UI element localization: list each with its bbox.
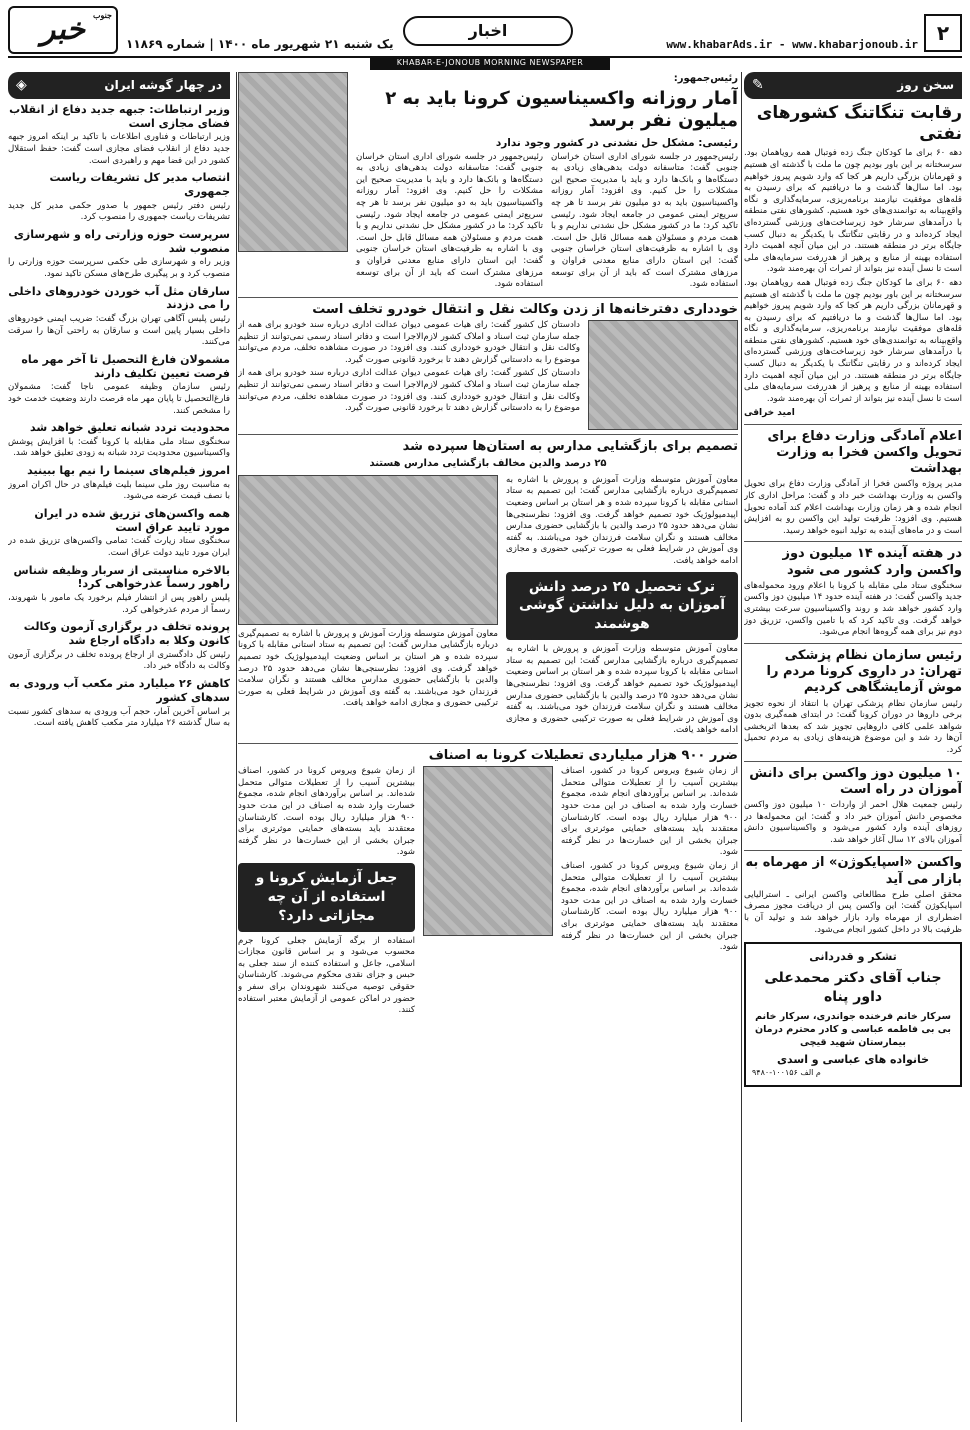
news-body: رئیس دفتر رئیس جمهور با صدور حکمی مدیر کل جدید تشریفات ریاست جمهوری را منصوب کرد. [8,200,230,223]
news-body: رئیس جمعیت هلال احمر از واردات ۱۰ میلیون دوز واکسن مخصوص دانش آموزان خبر داد و گفت: این محموله‌ها در روزهای آینده وارد کشور می‌شود و واکسیناسیون دانش آموزان بالای ۱۲ سال آغاز خواهد شد. [744,800,962,845]
divider [238,297,738,298]
news-body: پلیس راهور پس از انتشار فیلم برخورد یک مامور با شهروند، رسماً از مردم عذرخواهی کرد. [8,593,230,615]
divider [744,643,962,644]
schools-body: معاون آموزش متوسطه وزارت آموزش و پرورش با اشاره به تصمیم‌گیری درباره بازگشایی مدارس گفت: این تصمیم به ستاد استانی مقابله با کرونا سپرده شده و هر استان بر اساس وضعیت اپیدمیولوژیک خود تصمیم خواهد گرفت. وی افزود: نظرسنجی‌ها نشان می‌دهد حدود ۲۵ درصد والدین با بازگشایی حضوری مدارس مخالف هستند و نگران سلامت فرزندان خود می‌باشند. به گفته وی آموزش در شرایط فعلی به صورت ترکیبی حضوری و مجازی ادامه خواهد یافت. [506,474,738,566]
news-title: بالاخره مناسبتی از سربار وظیفه شناس راهور رسماً عذرخواهی کرد! [13,563,230,591]
dateline: یک شنبه ۲۱ شهریور ماه ۱۴۰۰ | شماره ۱۱۸۶۹ [126,37,394,51]
right-column [744,72,962,1422]
editorial-title: رقابت تنگاتنگ کشورهای نفتی [756,102,962,145]
editorial-header [744,72,962,99]
thanks-notice [744,942,962,1087]
notary-title: خودداری دفترخانه‌ها از زدن وکالت نقل و انتقال خودرو تخلف است [312,301,738,317]
column-rule [236,72,237,1422]
page-number: ۲ [924,14,962,52]
divider [744,424,962,425]
news-title: ۱۰ میلیون دوز واکسن برای دانش آموزان در راه است [749,765,962,797]
logo [8,6,118,54]
business-body: از زمان شیوع ویروس کرونا در کشور، اصناف بیشترین آسیب را از تعطیلات متوالی متحمل شده‌اند. بر اساس برآوردهای انجام شده، مجموع خسارت وارد شده به اصناف در این مدت حدود ۹۰۰ هزار میلیارد ریال بوده است. کارشناسان معتقدند باید بسته‌های حمایتی موثرتری برای جبران بخشی از این خسارت‌ها در نظر گرفته شود. [561,766,738,858]
notice-heading: تشکر و قدردانی [809,950,897,964]
news-body: رئیس پلیس آگاهی تهران بزرگ گفت: ضریب ایمنی خودروهای داخلی بسیار پایین است و سارقان به راحتی آن‌ها را سرقت می‌کنند. [8,314,230,348]
news-body: محقق اصلی طرح مطالعاتی واکسن ایرانی ـ استرالیایی اسپایکوژن گفت: این واکسن پس از دریافت مجوز مصرف اضطراری از مهرماه وارد بازار خواهد شد و تولید آن با ظرفیت بالا در داخل کشور انجام می‌شود. [744,889,962,935]
notary-photo [588,320,738,430]
notary-body: دادستان کل کشور گفت: رای هیات عمومی دیوان عدالت اداری درباره سند خودرو برای همه از جمله سازمان ثبت اسناد و املاک کشور لازم‌الاجرا است و دفاتر اسناد رسمی نمی‌توانند از تنظیم وکالت نقل و انتقال خودرو خودداری کنند. وی افزود: در صورت مشاهده تخلف، مردم می‌توانند موضوع را به دادستانی گزارش دهند تا برخورد قانونی صورت گیرد. [238,320,580,365]
schools-body: معاون آموزش متوسطه وزارت آموزش و پرورش با اشاره به تصمیم‌گیری درباره بازگشایی مدارس گفت: این تصمیم به ستاد استانی مقابله با کرونا سپرده شده و هر استان بر اساس وضعیت اپیدمیولوژیک خود تصمیم خواهد گرفت. وی افزود: نظرسنجی‌ها نشان می‌دهد حدود ۲۵ درصد والدین با بازگشایی حضوری مدارس مخالف هستند و نگران سلامت فرزندان خود می‌باشند. به گفته وی آموزش در شرایط فعلی به صورت ترکیبی حضوری و مجازی ادامه خواهد یافت. [238,628,498,709]
middle-column [238,72,738,1422]
news-body: بر اساس آخرین آمار، حجم آب ورودی به سدهای کشور نسبت به سال گذشته ۲۶ میلیارد متر مکعب کاهش یافته است. [8,706,230,729]
president-photo [238,72,348,252]
editorial-body: دهه ۶۰ برای ما کودکان جنگ زده فوتبال همه رویاهمان بود. سرسختانه بر این باور بودیم چون ما ملت با گذشته ای هستیم و قهرمانان بزرگی داریم هر کجا که وارد شویم پیروز خواهیم بود. اما سال‌ها گذشت و ما دریافتیم که برای رسیدن به قله‌های موفقیت نیازمند برنامه‌ریزی، سرمایه‌گذاری و نگاه واقع‌بینانه به توانمندی‌های خود هستیم. کشورهای نفتی منطقه با درآمدهای سرشار خود زیرساخت‌های ورزشی گسترده‌ای ایجاد کرده‌اند و در رقابتی تنگاتنگ با یکدیگر به دنبال کسب جایگاه برتر در منطقه هستند. در این میان آنچه اهمیت دارد استفاده بهینه از منابع و پرهیز از هدررفت سرمایه‌های ملی است تا نسل آینده نیز بتواند از ثمرات آن بهره‌مند شود. [744,277,962,404]
editorial-body: دهه ۶۰ برای ما کودکان جنگ زده فوتبال همه رویاهمان بود. سرسختانه بر این باور بودیم چون ما ملت با گذشته ای هستیم و قهرمانان بزرگی داریم هر کجا که وارد شویم پیروز خواهیم بود. اما سال‌ها گذشت و ما دریافتیم که برای رسیدن به قله‌های موفقیت نیازمند برنامه‌ریزی، سرمایه‌گذاری و نگاه واقع‌بینانه به توانمندی‌های خود هستیم. کشورهای نفتی منطقه با درآمدهای سرشار خود زیرساخت‌های ورزشی گسترده‌ای ایجاد کرده‌اند و در رقابتی تنگاتنگ با یکدیگر به دنبال کسب جایگاه برتر در منطقه هستند. در این میان آنچه اهمیت دارد استفاده بهینه از منابع و پرهیز از هدررفت سرمایه‌های ملی است تا نسل آینده نیز بتواند از ثمرات آن بهره‌مند شود. [744,148,962,275]
news-title: اعلام آمادگی وزارت دفاع برای تحویل واکسن فخرا به وزارت بهداشت [767,428,962,477]
news-title: در هفته آینده ۱۴ میلیون دوز واکسن وارد کشور می شود [782,546,962,578]
news-body: وزیر راه و شهرسازی طی حکمی سرپرست حوزه وزارتی را منصوب کرد و بر پیگیری طرح‌های مسکن تاکید نمود. [8,257,230,279]
news-title: امروز فیلم‌های سینما را نیم بها ببینید [27,464,230,478]
news-title: سرپرست حوزه وزارتی راه و شهرسازی منصوب شد [13,227,230,255]
lead-kicker: رئیس‌جمهور: [673,73,738,84]
schools-title: تصمیم برای بازگشایی مدارس به استان‌ها سپرده شد [402,439,738,455]
students-photo [238,475,498,625]
lead-body: رئیس‌جمهور در جلسه شورای اداری استان خراسان جنوبی گفت: متاسفانه دولت بدهی‌های زیادی به دستگاه‌ها و بانک‌ها دارد و باید با مدیریت صحیح این مشکلات را حل کنیم. وی افزود: آمار روزانه واکسیناسیون باید به دو میلیون نفر برسد تا هر چه سریع‌تر ایمنی عمومی در جامعه ایجاد شود. رئیسی تاکید کرد: ما در کشور مشکل حل نشدنی نداریم و با همت مردم و مسئولان همه مسائل قابل حل است. وی با اشاره به ظرفیت‌های استان خراسان جنوبی گفت: این استان دارای منابع معدنی فراوان و مرزهای مشترک است که باید از آن برای توسعه استفاده شود. [551,151,738,290]
lead-subtitle: رئیسی: مشکل حل نشدنی در کشور وجود ندارد [495,136,738,149]
fake-test-box: جعل آزمایش کرونا و استفاده از آن چه مجازاتی دارد؟ [238,863,415,932]
news-title: وزیر ارتباطات: جبهه جدید دفاع از انقلاب فضای مجازی است [9,102,230,130]
news-title: واکسن «اسپایکوژن» از مهرماه به بازار می آید [745,855,962,887]
news-body: سخنگوی ستاد زیارت گفت: تمامی واکسن‌های تزریق شده در ایران مورد تایید دولت عراق است. [8,536,230,559]
masthead [8,6,962,58]
dropout-box: ترک تحصیل ۲۵ درصد دانش آموزان به دلیل نداشتن گوشی هوشمند [506,572,738,641]
pen-icon: ✎ [752,77,764,93]
notice-code: ۹۴۸۰-۱۰۰۱۵۶ م الف [752,1068,821,1078]
news-body: وزیر ارتباطات و فناوری اطلاعات با تاکید بر اینکه امروز جبهه جدید دفاع از انقلاب فضای مجازی است گفت: حفظ استقلال کشور در این فضا مهم و راهبردی است. [8,132,230,166]
news-body: به مناسبت روز ملی سینما بلیت فیلم‌های در حال اکران امروز با نصف قیمت عرضه می‌شود. [8,479,230,502]
divider [744,850,962,851]
business-title: ضرر ۹۰۰ هزار میلیاردی تعطیلات کرونا به اصناف [428,747,738,763]
news-title: محدودیت تردد شبانه تعلیق خواهد شد [30,421,230,435]
divider [238,434,738,435]
notice-recipient: جناب آقای دکتر محمدعلی داور پناه [764,970,942,1005]
business-body: از زمان شیوع ویروس کرونا در کشور، اصناف بیشترین آسیب را از تعطیلات متوالی متحمل شده‌اند. بر اساس برآوردهای انجام شده، مجموع خسارت وارد شده به اصناف در این مدت حدود ۹۰۰ هزار میلیارد ریال بوده است. کارشناسان معتقدند باید بسته‌های حمایتی موثرتری برای جبران بخشی از این خسارت‌ها در نظر گرفته شود. [238,766,415,858]
notice-signature: خانواده های عباسی و اسدی [776,1053,930,1067]
lead-body: رئیس‌جمهور در جلسه شورای اداری استان خراسان جنوبی گفت: متاسفانه دولت بدهی‌های زیادی به دستگاه‌ها و بانک‌ها دارد و باید با مدیریت صحیح این مشکلات را حل کنیم. وی افزود: آمار روزانه واکسیناسیون باید به دو میلیون نفر برسد تا هر چه سریع‌تر ایمنی عمومی در جامعه ایجاد شود. رئیسی تاکید کرد: ما در کشور مشکل حل نشدنی نداریم و با همت مردم و مسئولان همه مسائل قابل حل است. وی با اشاره به ظرفیت‌های استان خراسان جنوبی گفت: این استان دارای منابع معدنی فراوان و مرزهای مشترک است که باید از آن برای توسعه استفاده شود. [356,151,543,290]
left-column [8,72,230,1422]
fake-test-body: استفاده از برگه آزمایش جعلی کرونا جرم محسوب می‌شود و بر اساس قانون مجازات اسلامی، جاعل و استفاده کننده از سند جعلی به حبس و جزای نقدی محکوم می‌شوند. کارشناسان حقوقی توصیه می‌کنند شهروندان برای سفر و حضور در اماکن عمومی از آزمایش معتبر استفاده کنند. [238,935,415,1016]
logo-text: خبر [40,11,86,47]
divider [744,761,962,762]
schools-subtitle: ۲۵ درصد والدین مخالف بازگشایی مدارس هستند [369,458,607,470]
provinces-header [8,72,230,99]
editorial-label: سخن روز [897,78,954,93]
section-name: اخبار [403,16,573,46]
news-body: سخنگوی ستاد ملی مقابله با کرونا با اعلام ورود محموله‌های جدید واکسن گفت: در هفته آینده حدود ۱۴ میلیون دوز واکسن وارد کشور خواهد شد و روند واکسیناسیون سرعت بیشتری خواهد گرفت. وی تاکید کرد که با تامین واکسن، تزریق دوز دوم نیز برای همه گروه‌ها انجام می‌شود. [744,580,962,638]
news-title: مشمولان فارغ التحصیل تا آخر مهر ماه فرصت تعیین تکلیف دارند [21,352,230,380]
notary-body: دادستان کل کشور گفت: رای هیات عمومی دیوان عدالت اداری درباره سند خودرو برای همه از جمله سازمان ثبت اسناد و املاک کشور لازم‌الاجرا است و دفاتر اسناد رسمی نمی‌توانند از تنظیم وکالت نقل و انتقال خودرو خودداری کنند. وی افزود: در صورت مشاهده تخلف، مردم می‌توانند موضوع را به دادستانی گزارش دهند تا برخورد قانونی صورت گیرد. [238,368,580,414]
website-urls[interactable]: www.khabarAds.ir - www.khabarjonoub.ir [666,38,918,51]
news-title: انتصاب مدیر کل تشریفات ریاست جمهوری [49,171,230,198]
news-title: رئیس سازمان نظام پزشکی تهران: در داروی کرونا مردم را موش آزمایشگاهی کردیم [766,647,962,696]
news-title: پرونده تخلف در برگزاری آزمون وکالت کانون وکلا به دادگاه ارجاع شد [23,620,230,648]
news-body: رئیس کل دادگستری از ارجاع پرونده تخلف در برگزاری آزمون وکالت به دادگاه خبر داد. [8,649,230,672]
editorial-byline: امید خراقی [744,408,795,419]
provinces-label: در چهار گوشه ایران [104,78,222,93]
business-body: از زمان شیوع ویروس کرونا در کشور، اصناف بیشترین آسیب را از تعطیلات متوالی متحمل شده‌اند. بر اساس برآوردهای انجام شده، مجموع خسارت وارد شده به اصناف در این مدت حدود ۹۰۰ هزار میلیارد ریال بوده است. کارشناسان معتقدند باید بسته‌های حمایتی موثرتری برای جبران بخشی از این خسارت‌ها در نظر گرفته شود. [561,860,738,953]
notice-text: سرکار خانم فرخنده جواندری، سرکار خانم بی بی فاطمه عباسی و کادر محترم درمان بیمارستان شهید قیچی [755,1010,951,1048]
news-body: رئیس سازمان وظیفه عمومی ناجا گفت: مشمولان فارغ‌التحصیل تا پایان مهر ماه فرصت دارند وضعیت خدمت خود را مشخص کنند. [8,382,230,416]
news-title: همه واکسن‌های تزریق شده در ایران مورد تایید عراق است [34,506,230,534]
subbar: KHABAR-E-JONOUB MORNING NEWSPAPER [370,58,610,70]
lead-title: آمار روزانه واکسیناسیون کرونا باید به ۲ میلیون نفر برسد [385,87,738,131]
divider [744,541,962,542]
logo-sub: جنوب [92,10,112,20]
schools-body: معاون آموزش متوسطه وزارت آموزش و پرورش با اشاره به تصمیم‌گیری درباره بازگشایی مدارس گفت: این تصمیم به ستاد استانی مقابله با کرونا سپرده شده و هر استان بر اساس وضعیت اپیدمیولوژیک خود تصمیم خواهد گرفت. وی افزود: نظرسنجی‌ها نشان می‌دهد حدود ۲۵ درصد والدین با بازگشایی حضوری مدارس مخالف هستند و نگران سلامت فرزندان خود می‌باشند. به گفته وی آموزش در شرایط فعلی به صورت ترکیبی حضوری و مجازی ادامه خواهد یافت. [506,644,738,736]
street-photo [423,766,553,936]
news-body: سخنگوی ستاد ملی مقابله با کرونا گفت: با افزایش پوشش واکسیناسیون محدودیت تردد شبانه به زودی تعلیق خواهد شد. [8,436,230,459]
news-body: مدیر پروژه واکسن فخرا از آمادگی وزارت دفاع برای تحویل واکسن به وزارت بهداشت خبر داد و گفت: مراحل اداری کار انجام شده و هر زمان وزارت بهداشت اعلام کند آماده تحویل هستیم. وی افزود: ظرفیت تولید این واکسن رو به افزایش است و در ماه‌های آینده به تولید انبوه خواهد رسید. [744,479,962,536]
map-icon: ◈ [16,77,27,93]
divider [238,743,738,744]
news-body: رئیس سازمان نظام پزشکی تهران با انتقاد از نحوه تجویز برخی داروها در دوران کرونا گفت: در ابتدای همه‌گیری بدون شواهد علمی کافی داروهایی تجویز شد که بعدها اثربخشی آن‌ها رد شد و این موضوع هزینه‌های زیادی به مردم تحمیل کرد. [744,698,962,755]
news-title: کاهش ۲۶ میلیارد متر مکعب آب ورودی به سدهای کشور [9,677,230,704]
news-title: سارقان مثل آب خوردن خودروهای داخلی را می دزدند [8,284,230,312]
column-rule [741,72,742,1422]
